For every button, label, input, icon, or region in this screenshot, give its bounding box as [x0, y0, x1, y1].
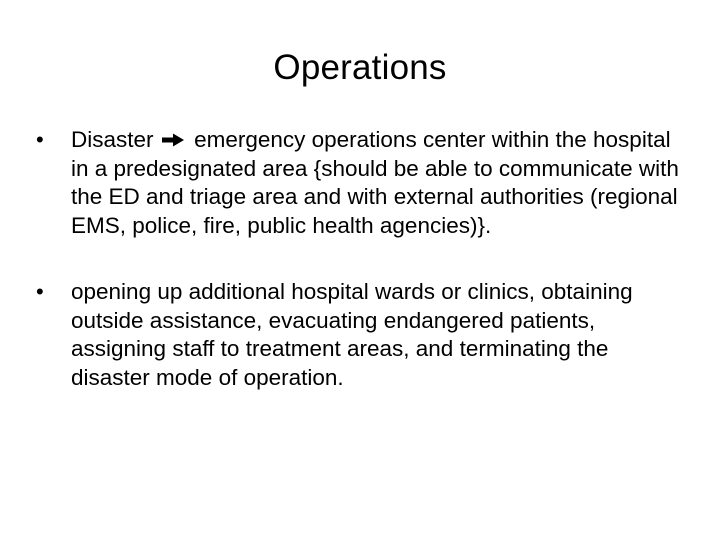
bullet-dot: • [36, 127, 44, 152]
right-arrow-icon [160, 132, 186, 148]
bullet-list [36, 126, 686, 392]
bullet-item-operations [36, 278, 686, 392]
bullet-body-text: emergency operations center within the hospital in a predesignated area {should be able to communicate with the ED and triage area and with external authorities (regional EMS, police, fire, public health agencies)}. [71, 127, 679, 238]
slide-title: Operations [273, 48, 447, 87]
bullet-dot: • [36, 279, 44, 304]
bullet-body-text: opening up additional hospital wards or clinics, obtaining outside assistance, evacuating endangered patients, assigning staff to treatment areas, and terminating the disaster mode of operation. [71, 279, 633, 390]
bullet-lead-text: Disaster [71, 127, 154, 152]
bullet-item-disaster [36, 126, 686, 240]
